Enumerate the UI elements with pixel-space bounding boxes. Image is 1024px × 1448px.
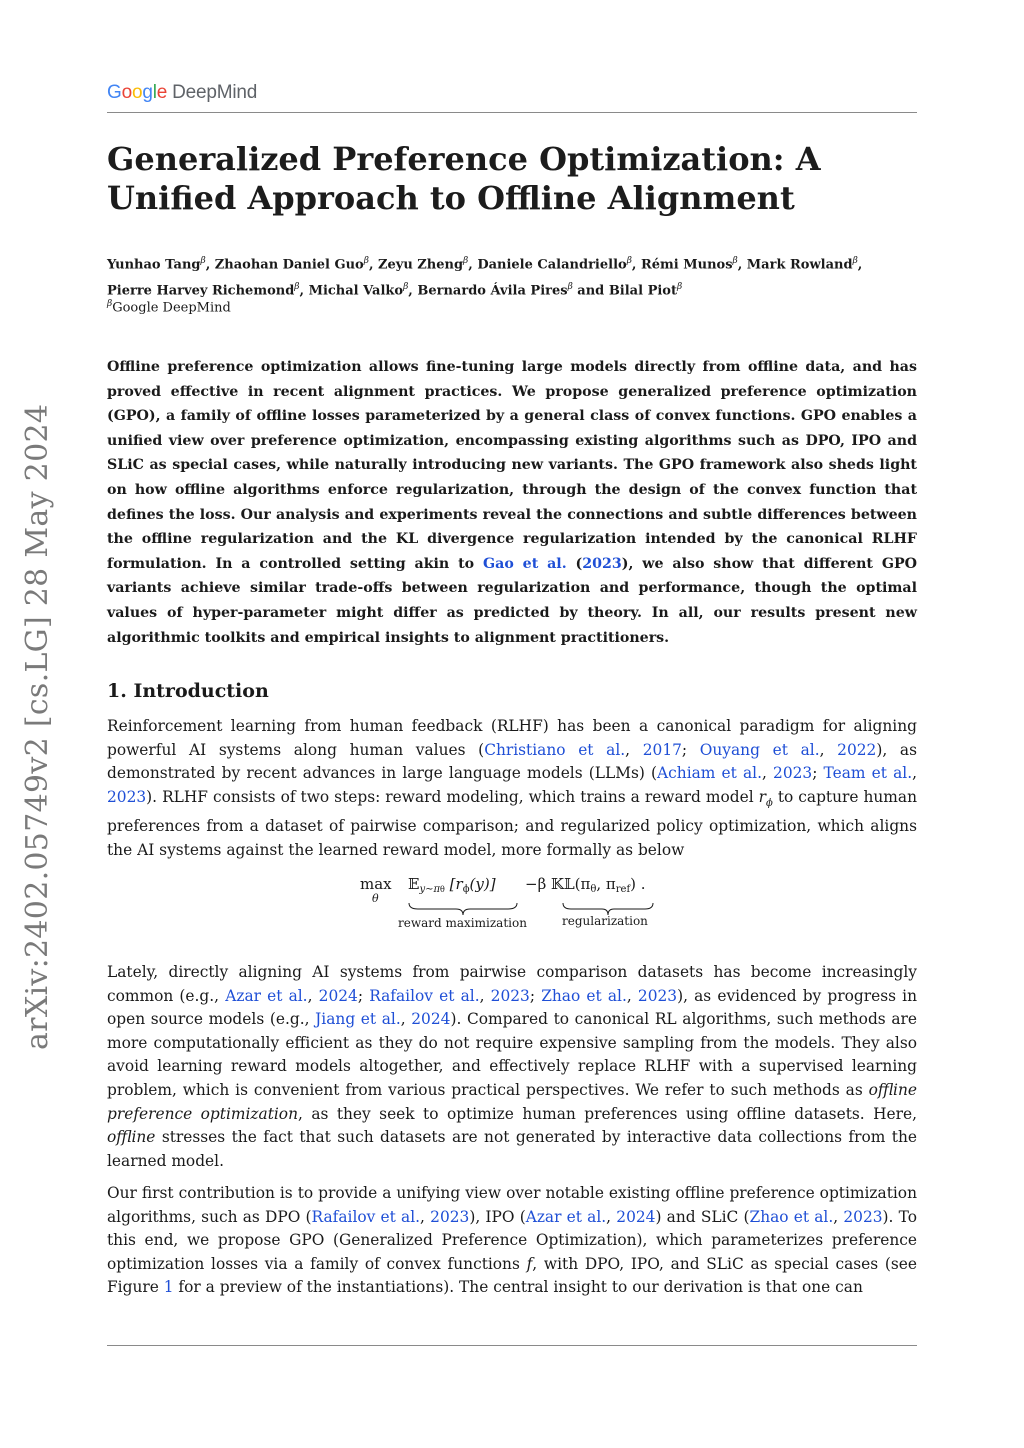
citation-link[interactable]: Achiam et al. bbox=[657, 764, 762, 783]
eq-expectation-symbol: 𝔼 bbox=[408, 875, 420, 893]
paragraph-text: , bbox=[479, 986, 491, 1005]
paragraph-2 bbox=[107, 961, 917, 1173]
math-subscript: ϕ bbox=[765, 797, 773, 809]
paragraph-text: ). Compared to canonical RL algorithms, such methods are more computationally efficient as they do not require expensive sampling from the models. They also avoid learning reward models altogether, and effectively replace RLHF with a supervised learning problem, which is convenient from various practical perspectives. We refer to such methods as bbox=[107, 1010, 917, 1099]
logo-letter: o bbox=[121, 82, 132, 103]
citation-link[interactable]: Jiang et al. bbox=[315, 1010, 401, 1029]
paragraph-text: ), as demonstrated by recent advances in large language models (LLMs) ( bbox=[107, 740, 917, 783]
math-symbol: r bbox=[758, 787, 766, 806]
paragraph-text: , bbox=[606, 1207, 617, 1226]
citation-link[interactable]: Zhao et al. bbox=[749, 1207, 834, 1226]
author-separator: , bbox=[631, 257, 641, 273]
author-affiliation-marker: β bbox=[363, 256, 369, 266]
google-deepmind-logo bbox=[107, 82, 257, 104]
citation-link[interactable]: 2023 bbox=[430, 1207, 470, 1226]
paragraph-text: , bbox=[625, 740, 643, 759]
citation-link[interactable]: Gao et al. bbox=[483, 555, 567, 572]
abstract bbox=[107, 355, 917, 650]
paragraph-text: , bbox=[420, 1207, 431, 1226]
author-name: Bernardo Ávila Pires bbox=[417, 283, 568, 299]
math-symbol: f bbox=[526, 1254, 533, 1273]
abstract-text: ), we also show that different GPO variants achieve similar trade-offs between regularization and performance, though the optimal values of hyper-parameter might differ as predicted by theory. In all, our results present new algorithmic toolkits and empirical insights to alignment practitioners. bbox=[107, 555, 917, 646]
label-regularization: regularization bbox=[562, 914, 648, 928]
paragraph-text: Our first contribution is to provide a unifying view over notable existing offline preference optimization algorithms, such as DPO ( bbox=[107, 1184, 917, 1226]
paragraph-text: , with DPO, IPO, and SLiC as special cases (see Figure bbox=[107, 1254, 917, 1297]
citation-link[interactable]: 1 bbox=[163, 1278, 174, 1297]
author-separator: , bbox=[368, 257, 378, 273]
paragraph-text: ). To this end, we propose GPO (Generalized Preference Optimization), which parameterizes preference optimization losses via a family of convex functions bbox=[107, 1207, 917, 1273]
paragraph-text: , bbox=[833, 1207, 844, 1226]
citation-link[interactable]: 2023 bbox=[773, 764, 813, 783]
author-separator: , bbox=[408, 283, 418, 299]
eq-reward-end: (y)] bbox=[469, 875, 496, 893]
eq-kl-sub2: ref bbox=[615, 884, 631, 895]
section-heading-introduction: 1. Introduction bbox=[107, 680, 269, 702]
eq-kl-open: 𝕂𝕃(π bbox=[551, 875, 591, 893]
emphasis-text: offline preference optimization bbox=[107, 1080, 917, 1123]
eq-kl-term bbox=[525, 875, 646, 895]
citation-link[interactable]: Rafailov et al. bbox=[369, 986, 480, 1005]
label-reward-maximization: reward maximization bbox=[398, 916, 527, 930]
eq-max-subscript: θ bbox=[372, 892, 379, 905]
author-affiliation-marker: β bbox=[294, 282, 300, 293]
logo-letter: G bbox=[107, 82, 122, 103]
citation-link[interactable]: 2023 bbox=[843, 1207, 883, 1226]
rlhf-objective-equation bbox=[360, 872, 680, 934]
paragraph-text: , bbox=[761, 764, 774, 783]
author-affiliation-marker: β bbox=[676, 282, 683, 293]
author-separator: , bbox=[857, 257, 863, 273]
paragraph-1 bbox=[107, 715, 917, 863]
author-name: Yunhao Tang bbox=[107, 257, 201, 273]
author-separator: , bbox=[299, 283, 309, 299]
citation-link[interactable]: Zhao et al. bbox=[541, 986, 627, 1005]
eq-reward-term bbox=[408, 875, 496, 895]
author-affiliation-marker: β bbox=[567, 282, 573, 293]
eq-kl-sub1: θ bbox=[590, 884, 597, 895]
logo-deepmind-text: DeepMind bbox=[172, 82, 258, 103]
paragraph-text: ), as evidenced by progress in open source models (e.g., bbox=[107, 986, 917, 1029]
citation-link[interactable]: 2023 bbox=[107, 787, 147, 806]
citation-link[interactable]: Azar et al. bbox=[525, 1207, 607, 1226]
logo-letter: l bbox=[152, 82, 157, 103]
affiliation bbox=[107, 295, 231, 317]
header-rule bbox=[107, 112, 917, 113]
citation-link[interactable]: 2023 bbox=[637, 986, 678, 1005]
author-name: Michal Valko bbox=[308, 283, 404, 299]
logo-letter: e bbox=[156, 82, 168, 103]
author-separator: , bbox=[205, 257, 215, 273]
author-affiliation-marker: β bbox=[200, 256, 206, 266]
author-name: Daniele Calandriello bbox=[477, 257, 627, 273]
eq-max-operator: max bbox=[360, 875, 392, 893]
paragraph-text: for a preview of the instantiations). The central insight to our derivation is that one can bbox=[173, 1278, 863, 1297]
paper-title: Generalized Preference Optimization: A Unified Approach to Offline Alignment bbox=[107, 140, 821, 217]
author-affiliation-marker: β bbox=[626, 256, 632, 266]
eq-reward-body: [r bbox=[449, 875, 463, 893]
paragraph-text: , bbox=[819, 740, 838, 759]
eq-kl-mid: , π bbox=[596, 875, 616, 893]
citation-link[interactable]: 2022 bbox=[837, 740, 877, 759]
paragraph-text: , bbox=[400, 1010, 412, 1029]
citation-link[interactable]: Christiano et al. bbox=[484, 740, 626, 759]
citation-link[interactable]: Azar et al. bbox=[225, 986, 308, 1005]
paragraph-text: , bbox=[307, 986, 319, 1005]
citation-link[interactable]: Team et al. bbox=[823, 764, 913, 783]
author-affiliation-marker: β bbox=[403, 282, 409, 293]
author-affiliation-marker: β bbox=[852, 256, 858, 266]
paragraph-text: ), IPO ( bbox=[469, 1207, 526, 1226]
author-name: Zhaohan Daniel Guo bbox=[214, 257, 364, 273]
paragraph-text: , bbox=[626, 986, 638, 1005]
author-name: Zeyu Zheng bbox=[378, 257, 464, 273]
citation-link[interactable]: Ouyang et al. bbox=[699, 740, 820, 759]
paragraph-text: ; bbox=[357, 986, 370, 1005]
author-separator: and bbox=[572, 283, 609, 299]
affiliation-name: Google DeepMind bbox=[112, 300, 231, 316]
paragraph-text: , bbox=[912, 764, 917, 783]
logo-letter: o bbox=[131, 82, 143, 103]
paragraph-text: ; bbox=[681, 740, 700, 759]
paragraph-text: ; bbox=[529, 986, 542, 1005]
eq-expectation-sub: y∼π bbox=[419, 884, 441, 895]
paragraph-text: Reinforcement learning from human feedback (RLHF) has been a canonical paradigm for aligning powerful AI systems along human values ( bbox=[107, 717, 917, 759]
citation-link[interactable]: 2023 bbox=[490, 986, 530, 1005]
citation-link[interactable]: 2024 bbox=[318, 986, 358, 1005]
citation-link[interactable]: 2017 bbox=[642, 740, 682, 759]
citation-link[interactable]: Rafailov et al. bbox=[311, 1207, 421, 1226]
paragraph-text: ; bbox=[812, 764, 824, 783]
footer-rule bbox=[107, 1345, 917, 1346]
eq-expectation-sub2: θ bbox=[440, 885, 445, 894]
eq-kl-end: ) . bbox=[630, 875, 646, 893]
author-separator: , bbox=[737, 257, 747, 273]
author-name: Rémi Munos bbox=[640, 257, 733, 273]
author-name: Pierre Harvey Richemond bbox=[107, 283, 295, 299]
author-affiliation-marker: β bbox=[463, 256, 469, 266]
eq-minus-beta: −β bbox=[525, 875, 547, 893]
paragraph-text: stresses the fact that such datasets are not generated by interactive data collections from the learned model. bbox=[107, 1128, 917, 1170]
citation-link[interactable]: 2024 bbox=[616, 1207, 656, 1226]
paragraph-text: , as they seek to optimize human preferences using offline datasets. Here, bbox=[297, 1104, 917, 1123]
citation-link[interactable]: 2024 bbox=[411, 1010, 451, 1029]
author-line-1 bbox=[107, 250, 917, 276]
emphasis-text: offline bbox=[107, 1128, 156, 1147]
arxiv-stamp: arXiv:2402.05749v2 [cs.LG] 28 May 2024 bbox=[20, 403, 55, 1050]
paragraph-text: to capture human preferences from a dataset of pairwise comparison; and regularized policy optimization, which aligns the AI systems against the learned reward model, more formally as below bbox=[107, 787, 917, 860]
author-name: Mark Rowland bbox=[746, 257, 853, 273]
author-name: Bilal Piot bbox=[608, 283, 677, 299]
abstract-text: ( bbox=[566, 555, 583, 572]
affiliation-marker: β bbox=[107, 299, 113, 309]
logo-letter: g bbox=[142, 82, 153, 103]
paragraph-text: ). RLHF consists of two steps: reward modeling, which trains a reward model bbox=[146, 787, 759, 806]
author-separator: , bbox=[468, 257, 478, 273]
eq-reward-sub: ϕ bbox=[462, 884, 470, 895]
author-affiliation-marker: β bbox=[732, 256, 738, 266]
paragraph-text: ) and SLiC ( bbox=[655, 1207, 750, 1226]
citation-link[interactable]: 2023 bbox=[582, 555, 622, 572]
paragraph-text: Lately, directly aligning AI systems from pairwise comparison datasets has become increasingly common (e.g., bbox=[107, 963, 917, 1005]
underbrace-reward bbox=[408, 902, 518, 916]
paragraph-3 bbox=[107, 1182, 917, 1300]
abstract-text: Offline preference optimization allows fine-tuning large models directly from offline data, and has proved effective in recent alignment practices. We propose generalized preference optimization (GPO), a family of offline losses parameterized by a general class of convex functions. GPO enables a unified view over preference optimization, encompassing existing algorithms such as DPO, IPO and SLiC as special cases, while naturally introducing new variants. The GPO framework also sheds light on how offline algorithms enforce regularization, through the design of the convex function that defines the loss. Our analysis and experiments reveal the connections and subtle differences between the offline regularization and the KL divergence regularization intended by the canonical RLHF formulation. In a controlled setting akin to bbox=[107, 359, 917, 572]
